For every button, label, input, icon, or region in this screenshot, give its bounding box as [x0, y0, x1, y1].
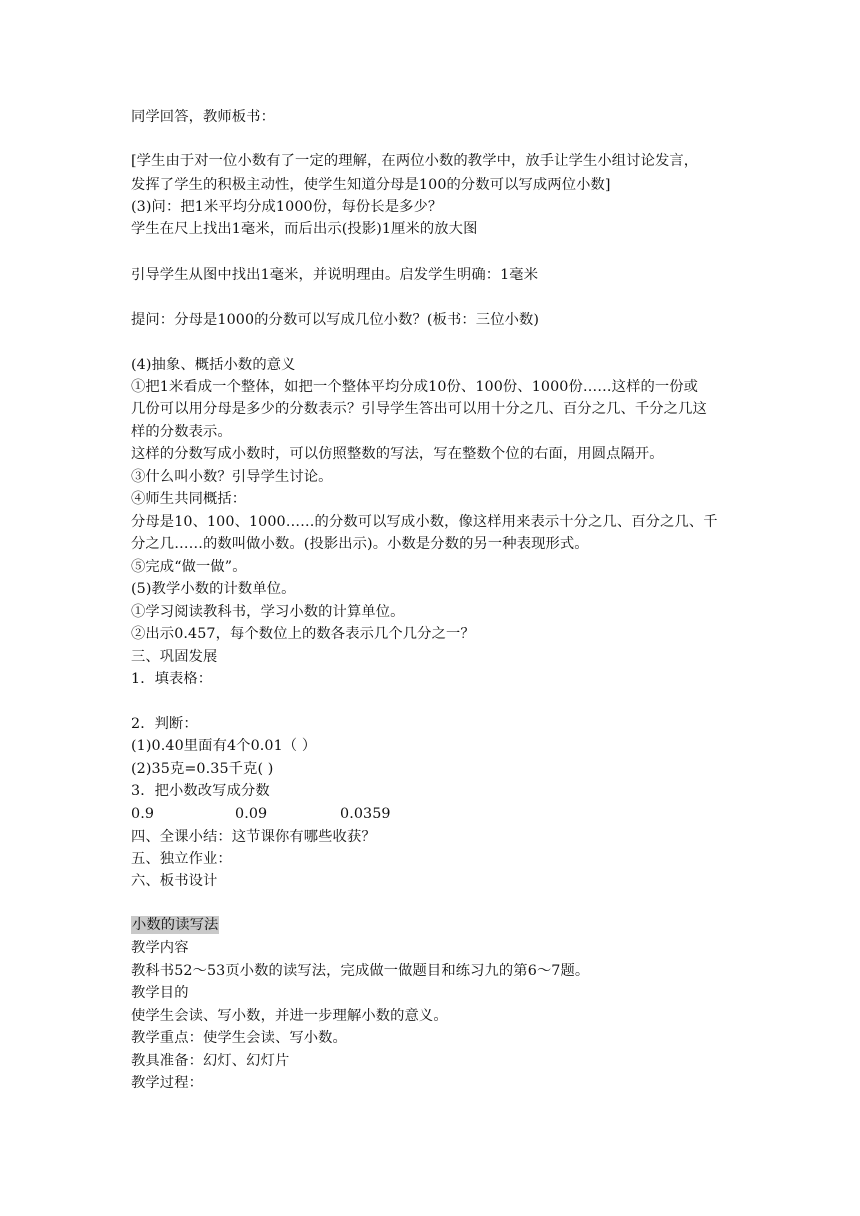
text-line: ②出示0.457，每个数位上的数各表示几个几分之一？: [131, 626, 475, 642]
text-line: 这样的分数写成小数时，可以仿照整数的写法，写在整数个位的右面，用圆点隔开。: [131, 446, 664, 462]
section-heading: 四、全课小结：这节课你有哪些收获？: [131, 829, 376, 845]
text-line: (2)35克=0.35千克( ): [131, 761, 274, 777]
text-line: 教具准备：幻灯、幻灯片: [131, 1053, 290, 1069]
decimal-value: 0.09: [235, 806, 268, 822]
text-line: ①学习阅读教科书，学习小数的计算单位。: [131, 604, 405, 620]
text-line: 使学生会读、写小数，并进一步理解小数的意义。: [131, 1008, 448, 1024]
text-line: ①把1米看成一个整体，如把一个整体平均分成10份、100份、1000份……这样的一份或: [131, 379, 699, 395]
text-line: ④师生共同概括：: [131, 491, 247, 507]
lesson-title: [131, 914, 219, 936]
text-line: 教科书52～53页小数的读写法，完成做一做题目和练习九的第6～7题。: [131, 963, 590, 979]
text-line: 2．判断：: [131, 716, 198, 732]
text-line: 样的分数表示。: [131, 424, 232, 440]
text-line: 提问：分母是1000的分数可以写成几位小数？(板书：三位小数): [131, 312, 540, 328]
text-line: 几份可以用分母是多少的分数表示？引导学生答出可以用十分之几、百分之几、千分之几这: [131, 401, 707, 417]
text-line: (3)问：把1米平均分成1000份，每份长是多少？: [131, 199, 443, 215]
text-line: ⑤完成“做一做”。: [131, 559, 247, 575]
text-line: [学生由于对一位小数有了一定的理解，在两位小数的教学中，放手让学生小组讨论发言，: [131, 153, 699, 169]
decimal-value: 0.9: [131, 806, 155, 822]
text-line: 发挥了学生的积极主动性，使学生知道分母是100的分数可以写成两位小数]: [131, 177, 611, 193]
decimal-value: 0.0359: [340, 806, 391, 822]
text-line: 1．填表格：: [131, 671, 213, 687]
highlighted-title: 小数的读写法: [132, 917, 219, 933]
section-heading: 六、板书设计: [131, 873, 218, 889]
text-line: (5)教学小数的计数单位。: [131, 581, 296, 597]
section-heading: 五、独立作业：: [131, 851, 232, 867]
text-line: (4)抽象、概括小数的意义: [131, 357, 296, 373]
text-line: 教学重点：使学生会读、写小数。: [131, 1030, 347, 1046]
text-line: ③什么叫小数？引导学生讨论。: [131, 469, 333, 485]
text-line: 3．把小数改写成分数: [131, 783, 270, 799]
text-line: 教学内容: [131, 940, 189, 956]
text-line: 同学回答，教师板书：: [131, 109, 275, 125]
text-line: 分母是10、100、1000……的分数可以写成小数，像这样用来表示十分之几、百分之几、千: [131, 514, 718, 530]
decimal-row: [131, 803, 391, 825]
text-line: 引导学生从图中找出1毫米，并说明理由。启发学生明确：1毫米: [131, 267, 539, 283]
text-line: 教学过程：: [131, 1075, 203, 1091]
text-line: 学生在尺上找出1毫米，而后出示(投影)1厘米的放大图: [131, 221, 478, 237]
text-line: 分之几……的数叫做小数。(投影出示)。小数是分数的另一种表现形式。: [131, 536, 589, 552]
text-line: (1)0.40里面有4个0.01（ ）: [131, 738, 317, 754]
section-heading: 三、巩固发展: [131, 649, 218, 665]
text-line: 教学目的: [131, 985, 189, 1001]
